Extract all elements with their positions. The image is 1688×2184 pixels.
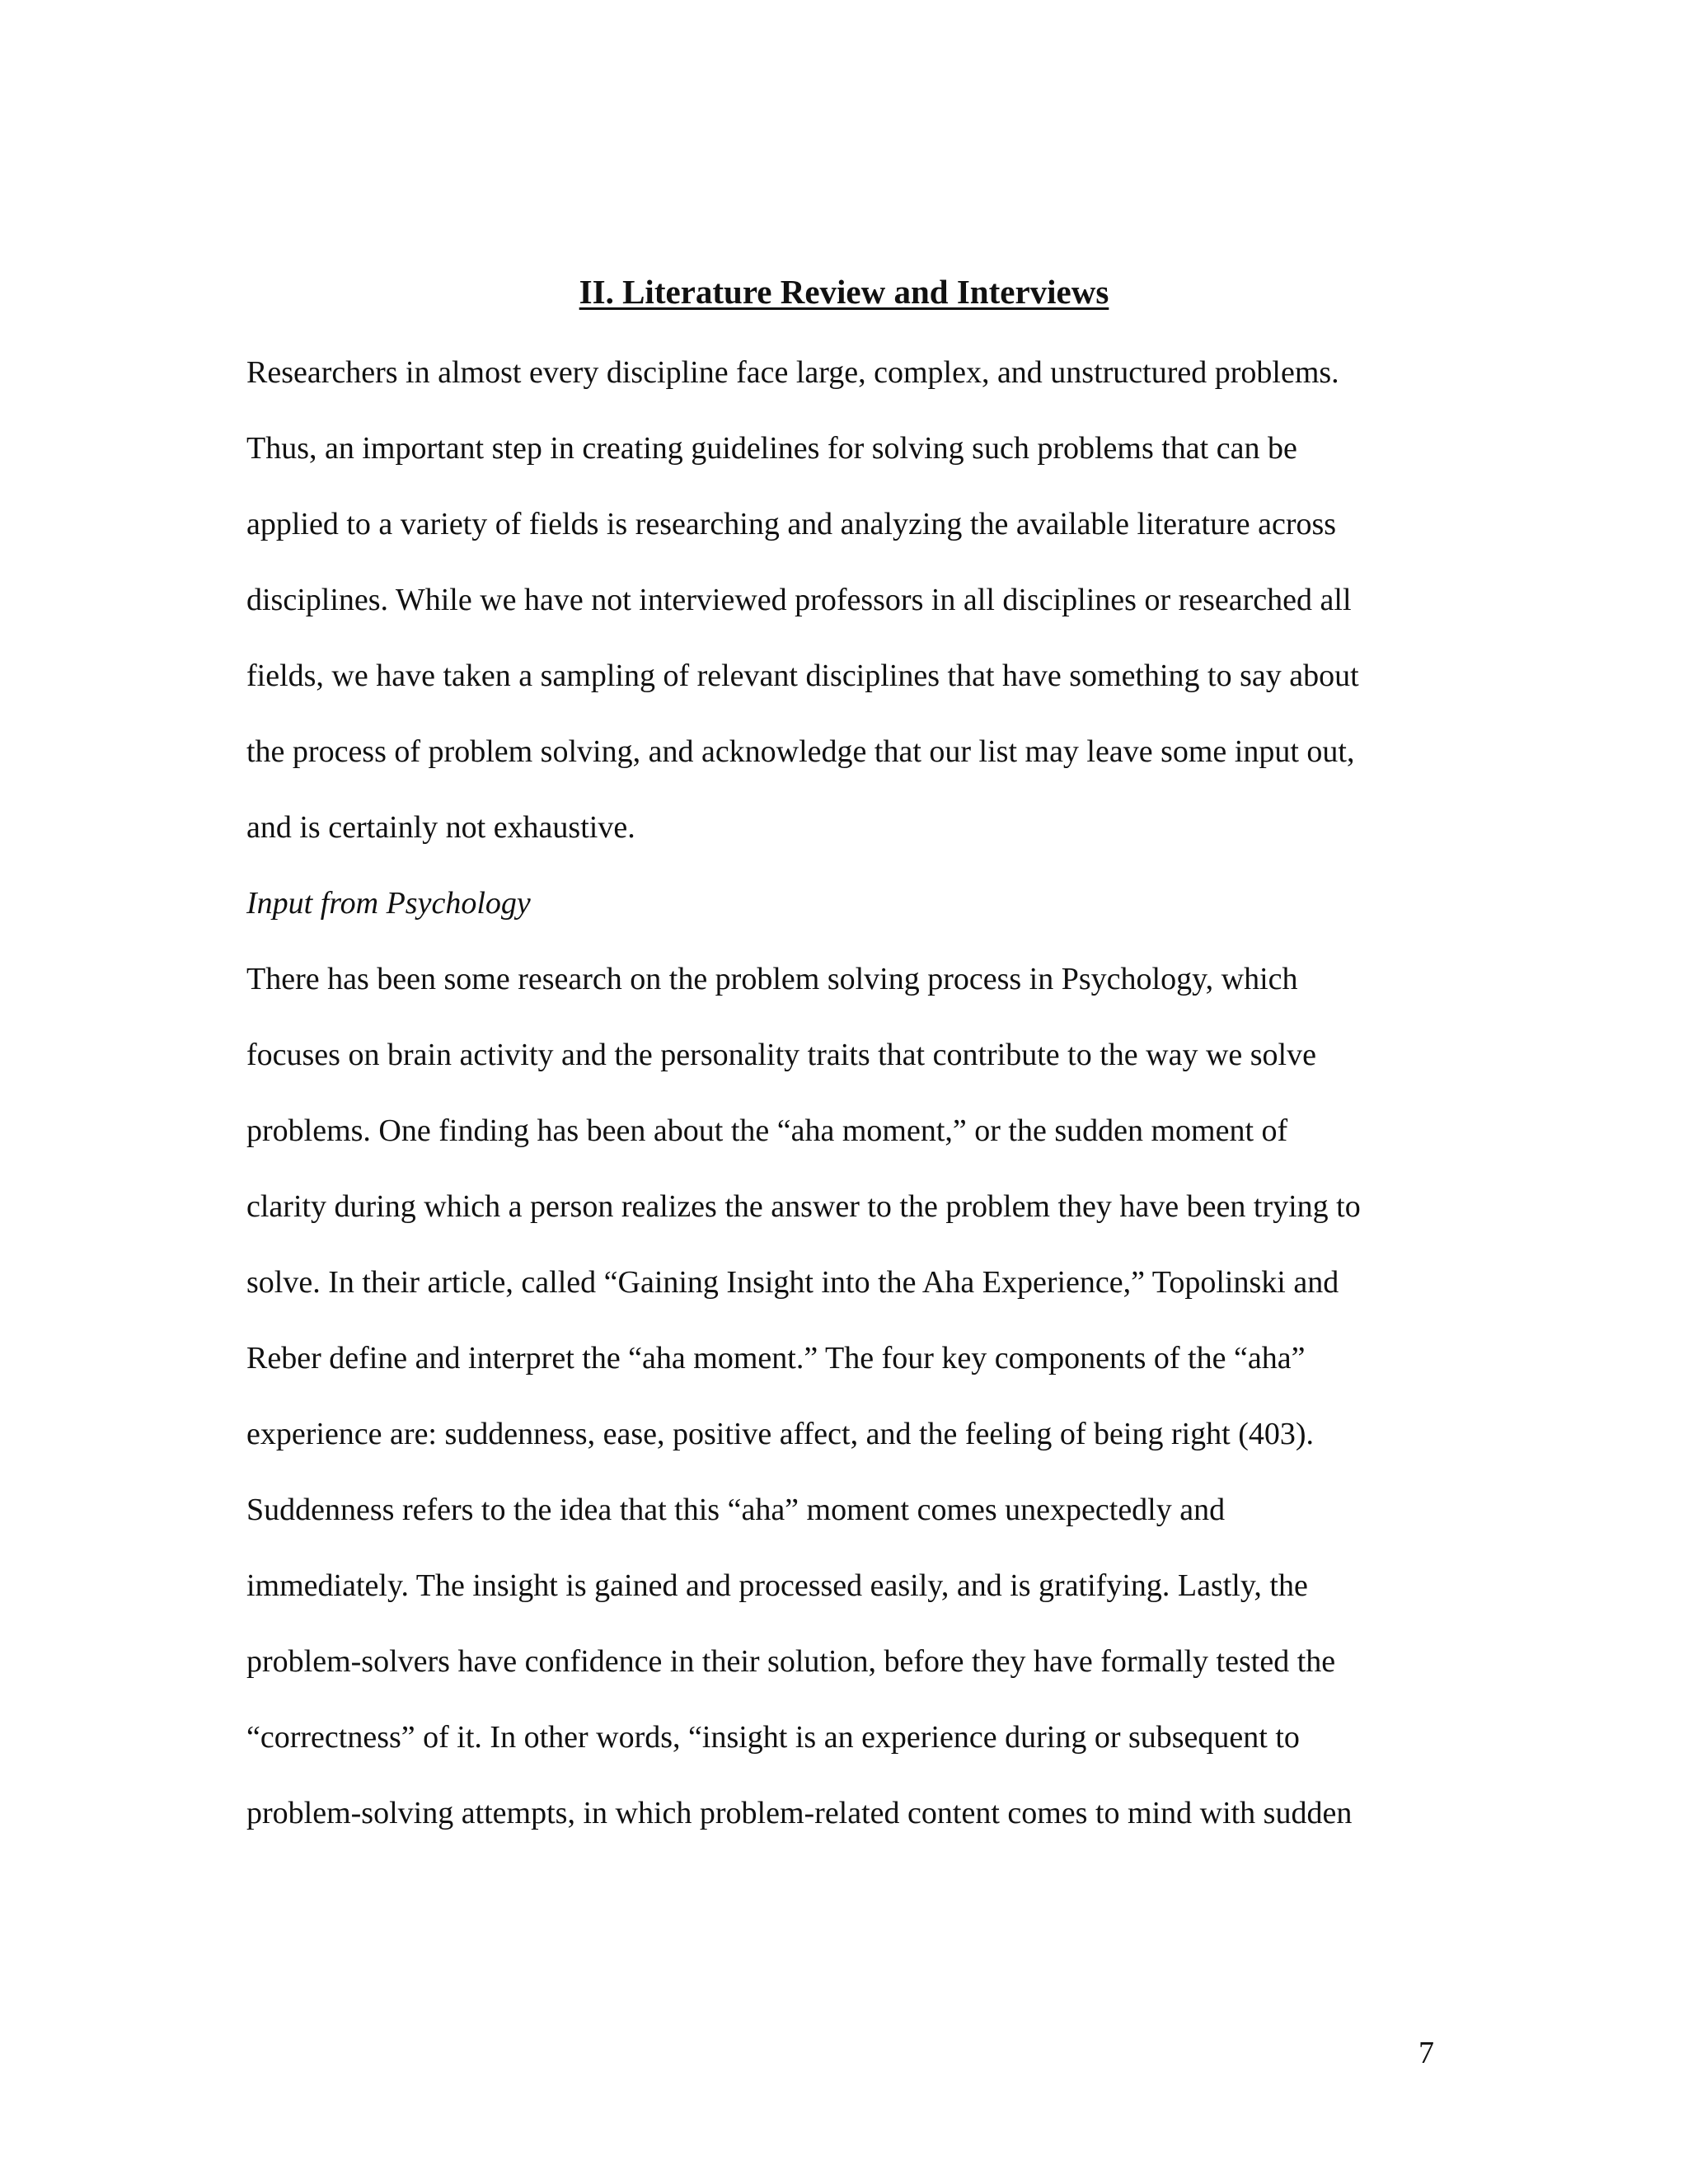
text-line: immediately. The insight is gained and processed easily, and is gratifying. Lastly, the bbox=[246, 1568, 1308, 1603]
page-number: 7 bbox=[1418, 2036, 1434, 2070]
text-line: disciplines. While we have not interviewed professors in all disciplines or researched all bbox=[246, 583, 1352, 617]
text-line: focuses on brain activity and the personality traits that contribute to the way we solve bbox=[246, 1038, 1316, 1072]
text-line: the process of problem solving, and acknowledge that our list may leave some input out, bbox=[246, 734, 1355, 769]
text-line: experience are: suddenness, ease, positive affect, and the feeling of being right (403). bbox=[246, 1417, 1315, 1451]
text-line: “correctness” of it. In other words, “insight is an experience during or subsequent to bbox=[246, 1720, 1300, 1755]
text-line: clarity during which a person realizes the answer to the problem they have been trying to bbox=[246, 1189, 1361, 1224]
text-line: Reber define and interpret the “aha moment.” The four key components of the “aha” bbox=[246, 1341, 1306, 1376]
text-line: solve. In their article, called “Gaining Insight into the Aha Experience,” Topolinski and bbox=[246, 1265, 1339, 1300]
text-line: problems. One finding has been about the “aha moment,” or the sudden moment of bbox=[246, 1113, 1288, 1148]
text-line: and is certainly not exhaustive. bbox=[246, 810, 635, 845]
text-line: There has been some research on the problem solving process in Psychology, which bbox=[246, 962, 1298, 996]
body-text bbox=[246, 347, 1466, 1863]
text-line: applied to a variety of fields is researching and analyzing the available literature across bbox=[246, 507, 1337, 541]
text-line: Thus, an important step in creating guidelines for solving such problems that can be bbox=[246, 431, 1297, 466]
text-line: problem-solvers have confidence in their solution, before they have formally tested the bbox=[246, 1644, 1336, 1679]
text-line: Researchers in almost every discipline face large, complex, and unstructured problems. bbox=[246, 355, 1339, 390]
text-line: fields, we have taken a sampling of relevant disciplines that have something to say about bbox=[246, 658, 1359, 693]
section-heading: II. Literature Review and Interviews bbox=[579, 273, 1109, 311]
text-line: Suddenness refers to the idea that this “aha” moment comes unexpectedly and bbox=[246, 1493, 1226, 1527]
text-line: problem-solving attempts, in which problem-related content comes to mind with sudden bbox=[246, 1796, 1353, 1830]
subsection-heading: Input from Psychology bbox=[246, 886, 531, 921]
